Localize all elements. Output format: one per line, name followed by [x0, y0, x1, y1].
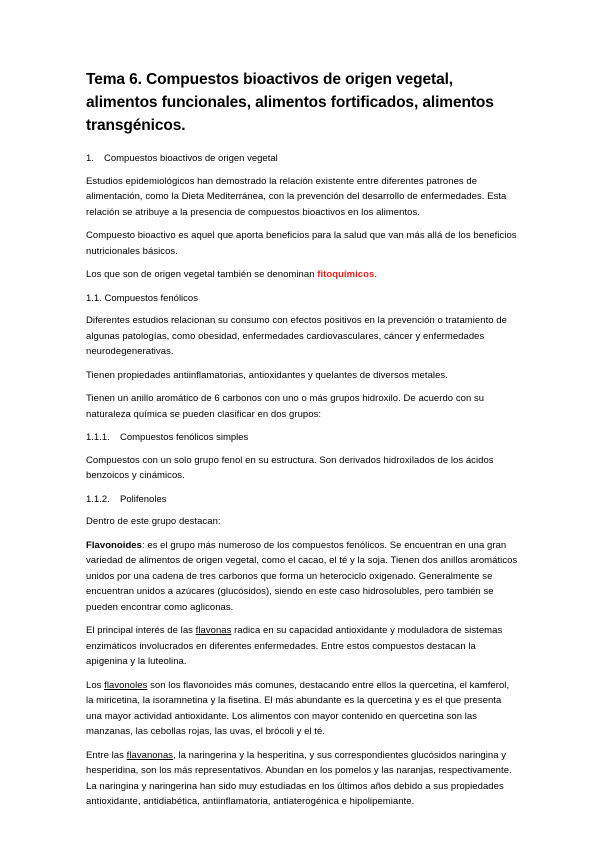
paragraph-bioactive-definition: Compuesto bioactivo es aquel que aporta beneficios para la salud que van más allá de los beneficios nutricionales básicos. [86, 230, 517, 257]
document-page [86, 68, 518, 818]
underlined-term: flavanonas [126, 749, 174, 761]
section-number: 1.1.2. [86, 493, 110, 505]
underlined-term: flavonoles [104, 679, 148, 691]
paragraph-phytochemicals [86, 267, 518, 283]
section-1-heading [86, 151, 518, 167]
text-span: El principal interés de las [86, 625, 196, 636]
paragraph-properties: Tienen propiedades antiinflamatorias, antioxidantes y quelantes de diversos metales. [86, 369, 448, 381]
paragraph-flavones [86, 623, 518, 670]
section-title: Compuestos bioactivos de origen vegetal [104, 153, 278, 164]
text-span: : es el grupo más numeroso de los compuestos fenólicos. Se encuentran en una gran variedad de alimentos de origen vegetal, como el cacao, el té y la soja. Tienen dos anillos aromáticos unidos por una cadena de tres carbonos que forma un heterociclo oxigenado. Generalmente se encuentran unidos a azúcares (glucósidos), siendo en este caso hidrosolubles, pero también se pueden encontrar como agliconas. [86, 539, 518, 613]
paragraph-epidemiology: Estudios epidemiológicos han demostrado la relación existente entre diferentes patrones de alimentación, como la Dieta Mediterránea, con la prevención del desarrollo de enfermedades. Esta relación se atribuye a la presencia de compuestos bioactivos en los alimentos. [86, 175, 507, 218]
text-span: Los que son de origen vegetal también se denominan [86, 269, 318, 280]
paragraph-flavonols [86, 678, 518, 740]
paragraph-flavanones [86, 748, 518, 810]
paragraph-phenolic-studies: Diferentes estudios relacionan su consumo con efectos positivos en la prevención o tratamiento de algunas patologías, como obesidad, enfermedades cardiovasculares, cáncer y enfermedades neurodegenerativas. [86, 315, 507, 357]
paragraph-group-intro: Dentro de este grupo destacan: [86, 516, 221, 527]
paragraph-aromatic-ring: Tienen un anillo aromático de 6 carbonos con uno o más grupos hidroxilo. De acuerdo con su naturaleza química se pueden clasificar en dos grupos: [86, 393, 485, 420]
paragraph-simple-phenols: Compuestos con un solo grupo fenol en su estructura. Son derivados hidroxilados de los ácidos benzoicos y cinámicos. [86, 454, 494, 481]
text-span: radica en su capacidad antioxidante y moduladora de sistemas enzimáticos involucrados en diferentes enfermedades. Entre estos compuestos destacan la apigenina y la luteolina. [86, 625, 503, 667]
highlight-term: fitoquímicos [317, 269, 375, 280]
section-number: 1.1.1. [86, 432, 110, 443]
document-title: Tema 6. Compuestos bioactivos de origen vegetal, alimentos funcionales, alimentos fortificados, alimentos transgénicos. [86, 71, 494, 134]
section-title: Compuestos fenólicos simples [120, 432, 249, 443]
text-span: son los flavonoides más comunes, destacando entre ellos la quercetina, el kamferol, la miricetina, la isoramnetina y la fisetina. El más abundante es la quercetina y es el que presenta una mayor actividad antioxidante. Los alimentos con mayor contenido en quercetina son las manzanas, las cebollas rojas, las uvas, el brócoli y el té. [86, 679, 510, 737]
text-span: , la naringerina y la hesperitina, y sus correspondientes glucósidos naringina y hesperidina, son los más representativos. Abundan en los pomelos y las naranjas, respectivamente. La naringina y naringerina han sido muy estudiadas en los últimos años debido a sus propiedades antioxidante, antidiabética, antiinflamatoria, antiaterogénica e hipolipemiante. [86, 749, 512, 807]
section-1-1-1-heading [86, 430, 518, 446]
underlined-term: flavonas [195, 625, 232, 636]
text-span: Los [86, 679, 105, 691]
section-number: 1. [86, 153, 94, 164]
paragraph-flavonoids [86, 538, 518, 616]
text-span: Entre las [86, 749, 127, 761]
section-title: Polifenoles [120, 493, 167, 505]
text-span: . [374, 269, 378, 280]
section-1-1-heading: 1.1. Compuestos fenólicos [86, 292, 198, 304]
bold-term: Flavonoides [86, 539, 142, 551]
section-1-1-2-heading [86, 492, 518, 508]
